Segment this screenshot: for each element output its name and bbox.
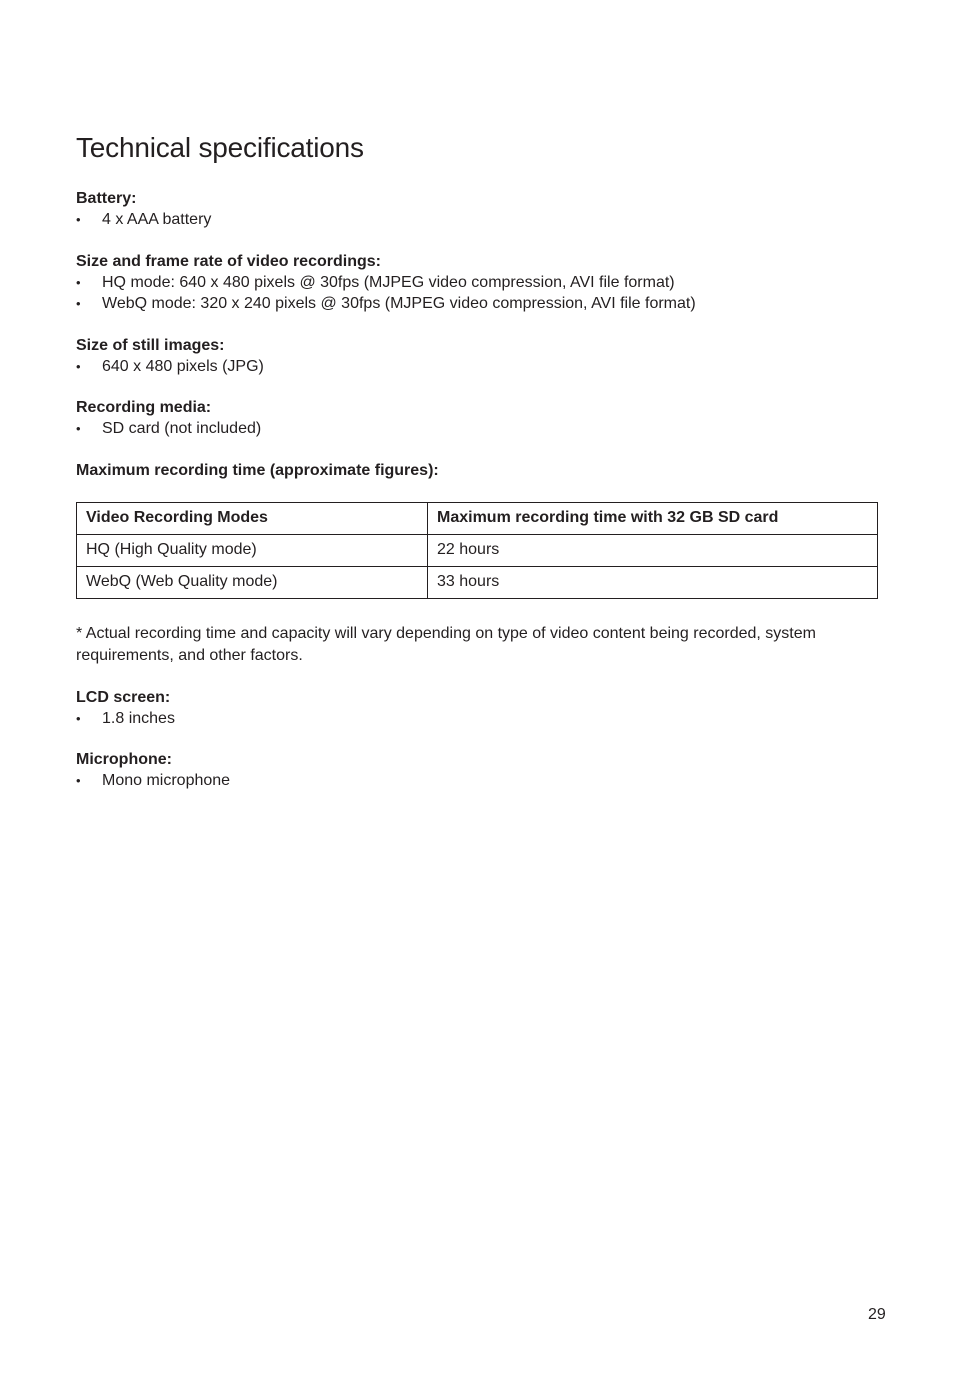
table-cell: WebQ (Web Quality mode) [77, 566, 428, 598]
list-item: • WebQ mode: 320 x 240 pixels @ 30fps (MJPEG video compression, AVI file format) [76, 293, 878, 315]
section-heading: Size and frame rate of video recordings: [76, 252, 381, 270]
list-item: • Mono microphone [76, 770, 878, 792]
list-item: • HQ mode: 640 x 480 pixels @ 30fps (MJPEG video compression, AVI file format) [76, 272, 878, 294]
section-heading: Microphone: [76, 751, 172, 768]
section-heading: Battery: [76, 190, 137, 207]
spec-list [76, 272, 878, 315]
spec-battery [76, 188, 878, 231]
spec-list [76, 770, 878, 792]
table-header-cell: Maximum recording time with 32 GB SD card [428, 502, 878, 534]
recording-time-table [76, 502, 878, 599]
table-row [77, 534, 878, 566]
page-title: Technical specifications [76, 132, 364, 163]
list-item: • SD card (not included) [76, 418, 878, 440]
table-cell: HQ (High Quality mode) [77, 534, 428, 566]
spec-video-size [76, 251, 878, 315]
spec-lcd-screen [76, 687, 878, 730]
footnote: * Actual recording time and capacity will vary depending on type of video content being recorded, system requirements, and other factors. [76, 624, 816, 664]
spec-recording-time [76, 460, 878, 667]
table-row [77, 566, 878, 598]
spec-list [76, 356, 878, 378]
section-heading: Maximum recording time (approximate figures): [76, 461, 439, 479]
table-header-cell: Video Recording Modes [77, 502, 428, 534]
document-page [76, 128, 878, 812]
table-header-row [77, 502, 878, 534]
table-cell: 22 hours [428, 534, 878, 566]
spec-list [76, 418, 878, 440]
spec-microphone [76, 749, 878, 792]
list-item: • 640 x 480 pixels (JPG) [76, 356, 878, 378]
spec-list [76, 708, 878, 730]
section-heading: Size of still images: [76, 336, 225, 354]
list-item: • 1.8 inches [76, 708, 878, 730]
table-cell: 33 hours [428, 566, 878, 598]
spec-still-images [76, 335, 878, 378]
section-heading: LCD screen: [76, 688, 171, 706]
page-number: 29 [868, 1306, 886, 1323]
spec-recording-media [76, 397, 878, 440]
section-heading: Recording media: [76, 399, 212, 416]
list-item: • 4 x AAA battery [76, 209, 878, 231]
spec-list [76, 209, 878, 231]
